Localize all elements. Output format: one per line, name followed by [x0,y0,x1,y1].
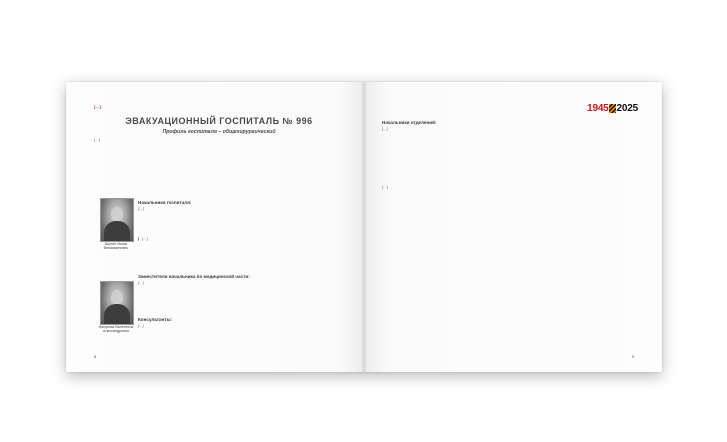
photo-caption-1: Шулин Исаак Вениаминович [103,242,129,251]
anniversary-logo [587,102,638,114]
departments-heading: Начальники отделений: [382,120,437,125]
logo-year-end: 2025 [616,102,638,114]
hospital-title: ЭВАКУАЦИОННЫЙ ГОСПИТАЛЬ № 996 [125,116,313,126]
chiefs-heading: Начальники госпиталя: [138,200,192,205]
chiefs-list: […] [138,207,144,211]
right-page [364,82,662,372]
departments-list: […] [382,127,388,131]
st-george-ribbon-icon [609,104,616,113]
hospital-subtitle: Профиль госпиталя – общехирургический [162,129,276,135]
consultants-heading: Консультанты: [138,317,173,322]
portrait-photo-1 [100,198,134,242]
left-page [66,82,364,372]
intro-paragraphs: […] [94,138,100,142]
bio-note: […] [138,237,344,241]
consultants-list: […] [138,324,144,328]
book-spread [66,82,662,372]
body-paragraphs: […] [382,185,388,189]
page-number-left: 8 [94,354,97,359]
photo-caption-2: Нагорная Валентина Александровна [98,325,134,334]
deputies-heading: Заместители начальника по медицинской части: [138,274,250,279]
page-number-right: 9 [631,354,634,359]
portrait-photo-2 [100,281,134,325]
book-gutter [361,82,367,372]
deputies-list: […] [138,281,144,285]
logo-year-start: 1945 [587,102,609,114]
running-head: […] [94,104,101,109]
